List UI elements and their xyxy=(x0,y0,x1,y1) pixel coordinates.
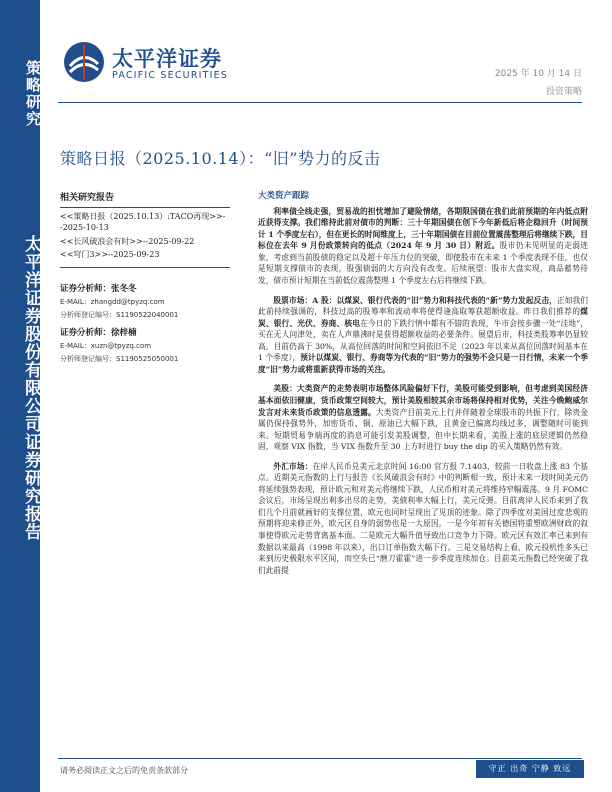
bond-summary-bold: 利率债全线走强，贸易战的担忧增加了避险情绪，各期限国债在我们此前预期的年内低点附近获得支撑。我们维持此前对债市的判断：三十年期国债在创下今年新低后将企稳回升（时间预计 1 个季度左右），但在更长的时间维度上，三十年期国债在目前位置震荡整理后将继续下跌，目标位在去年 9 月份政策转向的低点（2024 年 9 月 30 日）附近。 xyxy=(258,206,588,251)
sidebar-top-text: 策略研究 xyxy=(24,60,42,128)
report-date: 2025 年 10 月 14 日 xyxy=(494,69,582,79)
analyst-card xyxy=(60,282,230,320)
stock-outlook-bold: 预计以煤炭、银行、券商等为代表的“旧”势力的强势不会只是一日行情，未来一个季度“旧”势力或将重新获得市场的关注。 xyxy=(258,353,588,374)
fx-label: 外汇市场： xyxy=(273,461,313,471)
us-stock-text: 大类资产目前美元上行并伴随着全球股市的共振下行，除贵金属仍保持强势外，加密货币、铜、原油已大幅下跌，且黄金已偏离均线过多，调整随时可能到来。短期贸易争端再度的消息可能引发美股调整，但中长期来看，美股上涨的底层逻辑仍然稳固，观察 VIX 指数，当 VIX 指数升至 30 上方时进行 buy the dip 的买入策略仍然有效。 xyxy=(258,407,588,452)
bond-summary-text: 股市仍未见明显的走弱迹象，考虑到当前股债的稳定以及超十年压力位的突破，即使股市在未来 1 个季度表现不佳，也仅是短期支撑债市的表现，股强债弱的大方向没有改变。后续展望：股市大盘实现，商品蓄势待发，债市预计短期在当前低位震荡整理 1 个季度左右后将继续下跌。 xyxy=(258,241,588,286)
company-logo xyxy=(62,40,252,84)
related-report-link[interactable]: <<穹门3>>--2025-09-23 xyxy=(60,250,160,260)
section-heading: 大类资产跟踪 xyxy=(258,191,310,201)
related-report-link[interactable]: <<长风破浪会有时>>--2025-09-22 xyxy=(60,236,195,246)
related-bottom-divider xyxy=(60,267,230,268)
related-report-link[interactable]: <<策略日报（2025.10.13）:TACO再现>>--2025-10-13 xyxy=(60,212,226,232)
stock-text-1: 正如我们此前持续强调的，科技过高的股筹率和波动率将使得逢高取筹获超额收益。昨日我们推荐的 xyxy=(258,295,588,317)
us-stock-paragraph xyxy=(258,383,588,452)
logo-en-text: PACIFIC SECURITIES xyxy=(112,70,229,81)
fx-text: 在岸人民币兑美元北京时间 16:00 官方报 7.1403，较前一日收盘上涨 83 个基点。近期美元指数的上行与报告《长风破浪会有时》中的判断相一致，预计未来一段时间美元仍将延续强势表现，预计欧元和对美元将继续下跌，人民币相对美元将维持窄幅震荡。9 月 FOMC 会议后，市场呈现出利多出尽的走势，美债利率大幅上行，美元反弹。目前离岸人民币来到了我们几个月前就画好的支撑位置，欧元也同时呈现出了见顶的迹象。除了四季度对美国过度悲观的预期将迎来修正外，欧元区自身的弱势也是一大原因。一是今年初有关德国将重塑欧洲财政的叙事使得欧元走势背离基本面。二是欧元大幅升值导致出口竞争力下降。欧元区有效汇率已来到有数据以来最高（1998 年以来），出口订单指数大幅下行。三是交易结构上看，欧元投机性多头已来到历史极限水平区间，而空头已“磨刀霍霍”进一步季度连续加仓。目前美元指数已经突破了我们此前提 xyxy=(258,461,588,575)
footer-motto: 守正 出奇 宁静 致远 xyxy=(476,760,584,778)
pacific-logo-icon xyxy=(62,40,106,84)
analyst-cert: 分析师登记编号：S1190522040001 xyxy=(60,311,179,320)
analyst-label: 证券分析师： xyxy=(60,328,112,339)
footer-divider xyxy=(58,758,582,759)
footer-disclaimer: 请务必阅读正文之后的免责条款部分 xyxy=(60,766,188,775)
analyst-card xyxy=(60,326,230,364)
sidebar-bottom-text: 太平洋证券股份有限公司证券研究报告 xyxy=(21,235,41,541)
stock-paragraph xyxy=(258,295,588,376)
analyst-label: 证券分析师： xyxy=(60,284,112,295)
header-divider xyxy=(58,102,582,103)
stock-a-bold: A 股：以煤炭、银行代表的“旧”势力和科技代表的“新”势力发起反击， xyxy=(312,295,557,305)
related-top-divider xyxy=(60,207,230,208)
analyst-email[interactable]: E-MAIL：zhangdd@tpyzq.com xyxy=(60,298,165,307)
analyst-name: 徐梓楠 xyxy=(111,328,137,339)
stock-label: 股票市场： xyxy=(273,295,313,305)
bond-paragraph xyxy=(258,206,588,287)
us-stock-label: 美股： xyxy=(273,384,297,394)
analyst-cert: 分析师登记编号：S1190525050001 xyxy=(60,355,179,364)
analyst-name: 张冬冬 xyxy=(111,284,137,295)
related-reports-label: 相关研究报告 xyxy=(60,193,115,203)
fx-paragraph xyxy=(258,461,588,576)
logo-cn-text: 太平洋证券 xyxy=(112,47,222,71)
stock-sectors-bold: 煤炭、银行、光伏、券商、核电 xyxy=(258,307,588,328)
page-title: 策略日报（2025.10.14）：“旧”势力的反击 xyxy=(60,149,381,168)
report-type: 投资策略 xyxy=(545,87,582,97)
stock-text-2: 在今日的下跌行情中都有不错的表现，牛市会按步骤一处“洼地”，买在无人问津处，卖在人声鼎沸时是获得超额收益的必要条件。展望后市，科技类股筹率仍显较高，目前仍高于 30%，从高位回落的时间和空间依旧不足（2023 年以来从高位回落时间基本在 1 个季度）， xyxy=(258,318,588,363)
main-column xyxy=(258,190,588,584)
us-stock-bold: 大类资产的走势表明市场整体风险偏好下行，美股可能受到影响，但考虑到美国经济基本面依旧健康，货币政策空间较大，预计美股相较其余市场将保持相对优势，关注今晚鲍威尔发言对未来货币政策的信息透露。 xyxy=(258,384,588,417)
left-sidebar xyxy=(0,0,40,792)
left-column xyxy=(60,190,230,370)
analyst-email[interactable]: E-MAIL：xuzn@tpyzq.com xyxy=(60,342,152,351)
